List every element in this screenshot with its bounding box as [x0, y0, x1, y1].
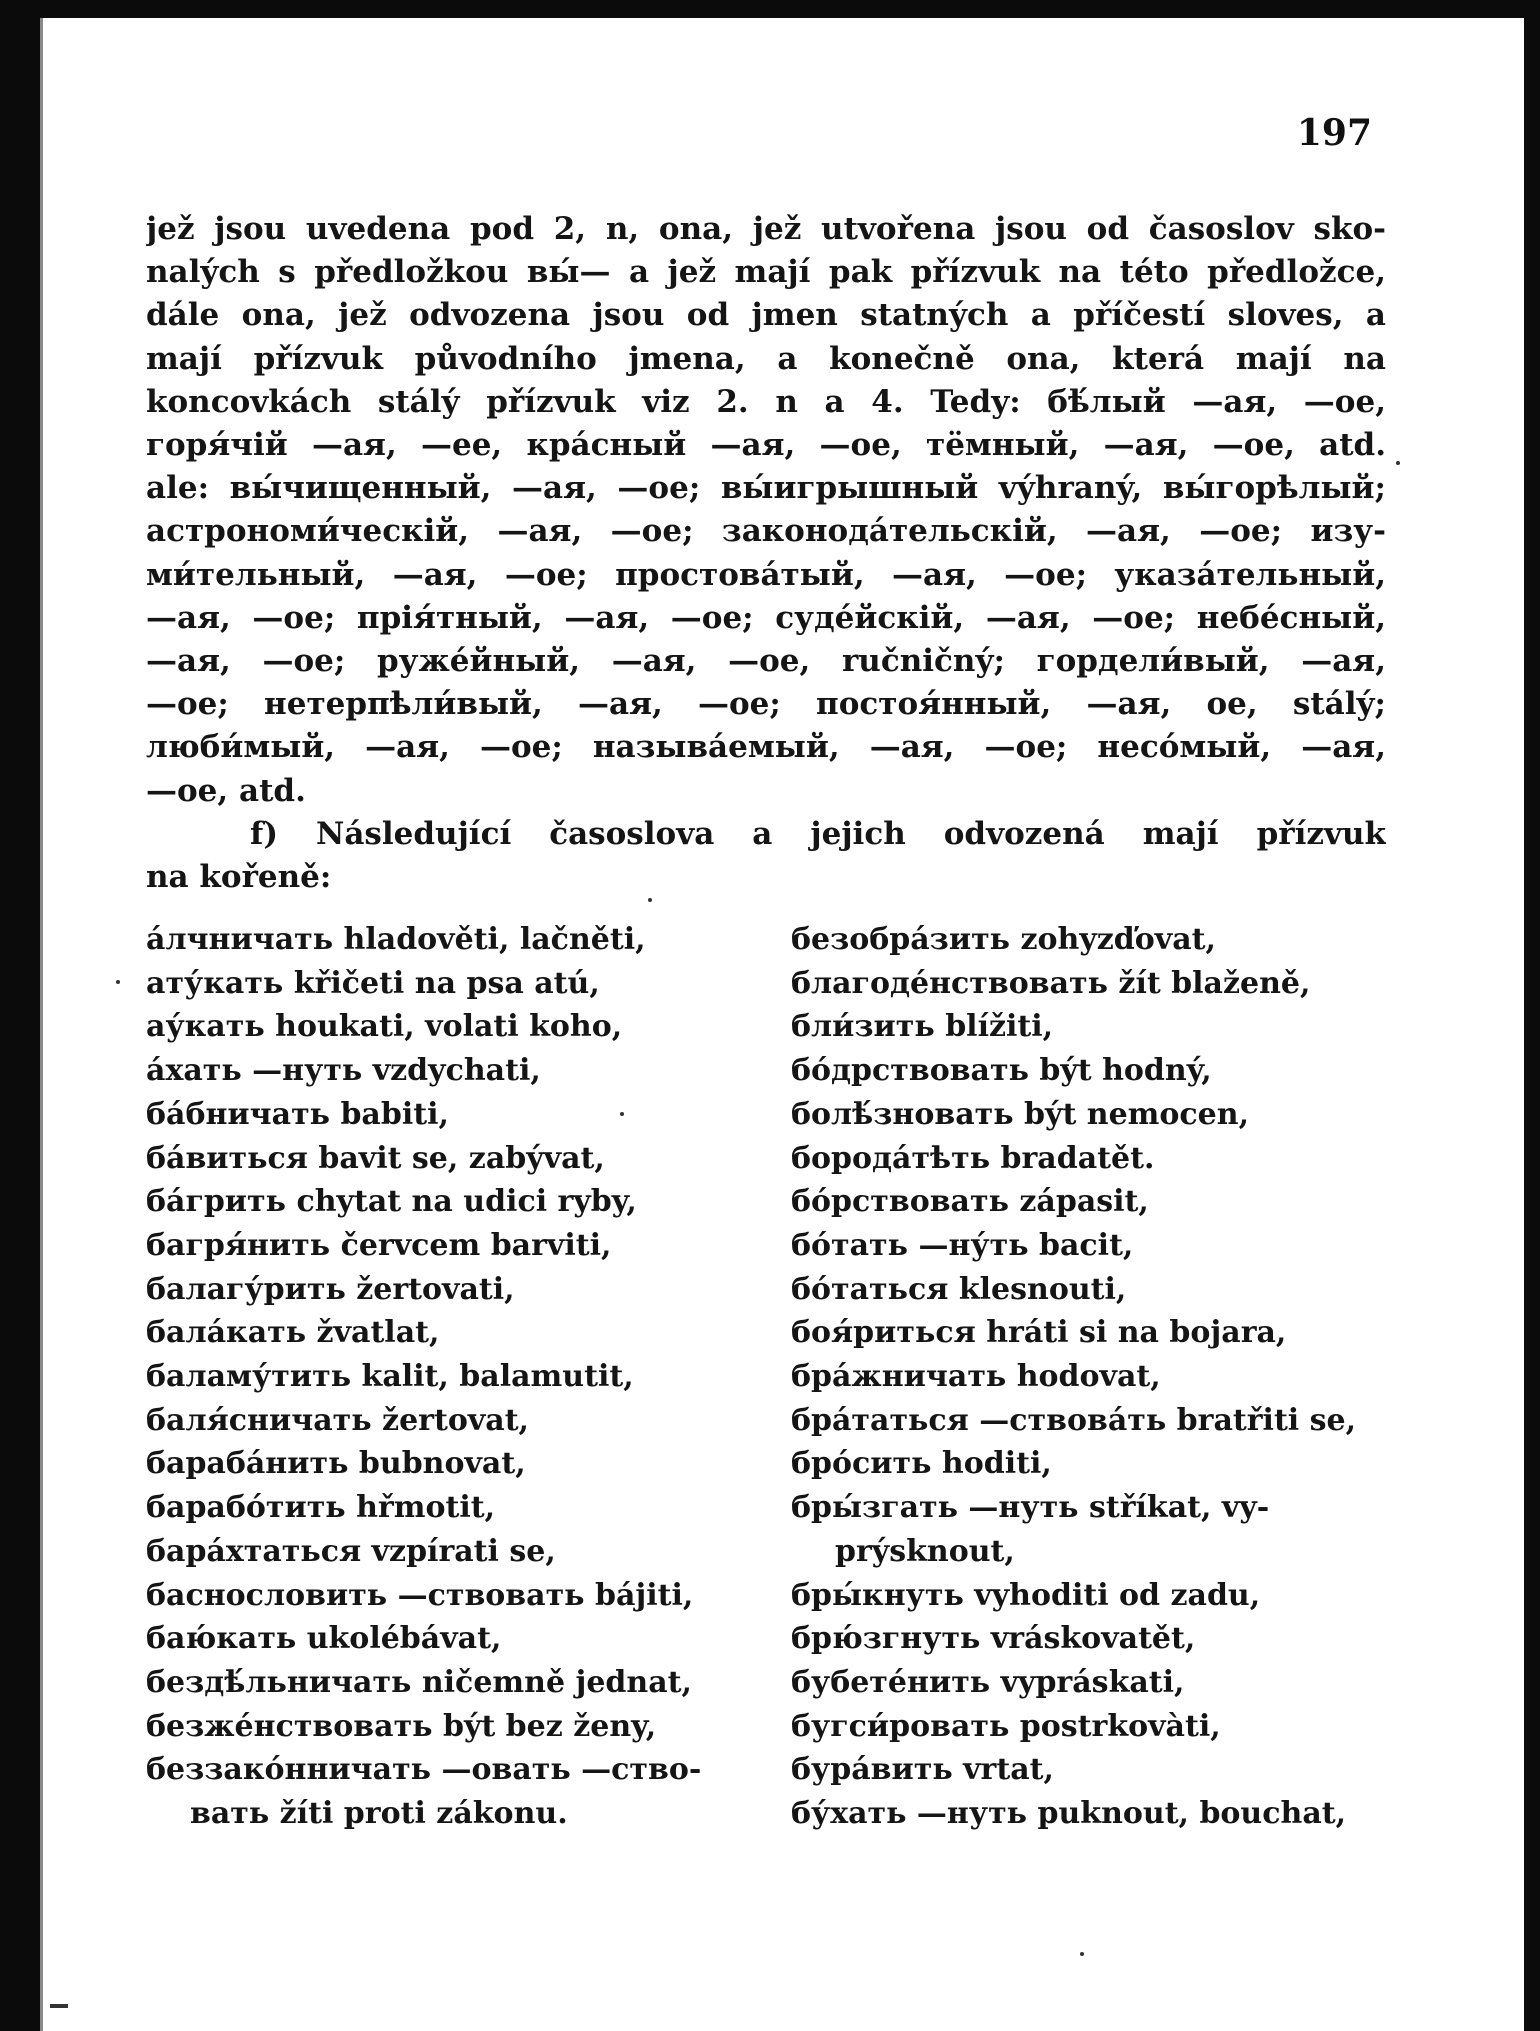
page-number: 197 — [1296, 112, 1372, 154]
verb-entry: бугси́ровать postrkovàti, — [791, 1708, 1221, 1744]
verb-entry: боя́риться hráti si na bojara, — [791, 1315, 1287, 1351]
speck — [116, 980, 120, 984]
paragraph-line: —ое; нетерпѣли́вый, —ая, —ое; постоя́нный, —ая, ое, stálý; — [146, 686, 1386, 723]
scan-border-right — [1524, 0, 1540, 2031]
verb-entry: бара́хтаться vzpírati se, — [146, 1533, 556, 1569]
section-f-heading-cont: na kořeně: — [146, 859, 332, 896]
verb-entry: бры́кнуть vyhoditi od zadu, — [791, 1577, 1261, 1613]
verb-entry: бараба́нить bubnovat, — [146, 1446, 526, 1482]
verb-list-left-column — [146, 918, 756, 1836]
scan-border-top — [0, 0, 1540, 18]
verb-entry: баю́кать ukolébávat, — [146, 1621, 502, 1657]
verb-entry: ату́кать křičeti na psa atú, — [146, 965, 600, 1001]
verb-list-right-column — [791, 918, 1396, 1836]
paragraph-line: dále ona, jež odvozena jsou od jmen statných a příčestí sloves, a — [146, 297, 1386, 334]
verb-entry: бры́згать —нуть stříkat, vy- — [791, 1490, 1270, 1526]
verb-entry: бала́кать žvatlat, — [146, 1315, 440, 1351]
verb-entry: бу́хать —нуть puknout, bouchat, — [791, 1796, 1347, 1832]
paragraph-line: koncovkách stálý přízvuk viz 2. n a 4. Tedy: бѣ́лый —ая, —ое, — [146, 383, 1386, 420]
paragraph-line: —ая, —ое; руже́йный, —ая, —ое, ručničný; гордели́вый, —ая, — [146, 643, 1386, 680]
verb-entry: бо́рствовать zápasit, — [791, 1184, 1149, 1220]
verb-entry: балагу́рить žertovati, — [146, 1271, 515, 1307]
verb-entry: бра́таться —ствова́ть bratřiti se, — [791, 1402, 1357, 1438]
paragraph-line: —ое, atd. — [146, 772, 306, 809]
verb-entry: бура́вить vrtat, — [791, 1752, 1054, 1788]
paragraph-line: nalých s předložkou вы́— a jež mají pak přízvuk na této předložce, — [146, 254, 1386, 291]
verb-entry: баламу́тить kalit, balamutit, — [146, 1359, 634, 1395]
verb-entry: бубете́нить vypráskati, — [791, 1664, 1185, 1700]
main-paragraph — [146, 208, 1386, 899]
scan-border-left — [0, 0, 40, 2031]
verb-entry: ба́бничать babiti, — [146, 1096, 449, 1132]
speck — [648, 898, 652, 902]
verb-entry: баснословить —ствовать bájiti, — [146, 1577, 694, 1613]
speck — [620, 1112, 624, 1116]
verb-entry: ау́кать houkati, volati koho, — [146, 1009, 623, 1045]
verb-entry: бро́сить hoditi, — [791, 1446, 1052, 1482]
speck — [1396, 461, 1400, 465]
verb-entry: ба́виться bavit se, zabývat, — [146, 1140, 605, 1176]
paragraph-line: jež jsou uvedena pod 2, n, ona, jež utvořena jsou od časoslov sko- — [146, 211, 1386, 247]
section-f-heading: f) Následující časoslova a jejich odvozená mají přízvuk — [250, 815, 1386, 852]
verb-entry: бездѣ́льничать ničemně jednat, — [146, 1664, 692, 1700]
verb-entry: безже́нствовать být bez ženy, — [146, 1708, 657, 1744]
verb-entry-continuation: вать žíti proti zákonu. — [190, 1796, 568, 1832]
verb-entry: баля́сничать žertovat, — [146, 1402, 529, 1438]
verb-entry: барабо́тить hřmotit, — [146, 1490, 496, 1526]
paragraph-line: ale: вы́чищенный, —ая, —ое; вы́игрышный výhraný, вы́горѣлый; — [146, 470, 1386, 507]
paragraph-line: ми́тельный, —ая, —ое; простова́тый, —ая, —ое; указа́тельный, — [146, 556, 1386, 593]
verb-entry: бра́жничать hodovat, — [791, 1359, 1161, 1395]
verb-entry: бо́таться klesnouti, — [791, 1271, 1127, 1307]
paragraph-line: mají přízvuk původního jmena, a konečně ona, která mají na — [146, 340, 1386, 377]
verb-entry: болѣ́зновать být nemocen, — [791, 1096, 1250, 1132]
verb-entry: бли́зить blížiti, — [791, 1009, 1054, 1045]
paragraph-line: астрономи́ческій, —ая, —ое; законода́тельскій, —ая, —ое; изу- — [146, 513, 1386, 550]
verb-entry: брю́згнуть vráskovatět, — [791, 1621, 1196, 1657]
verb-entry: бо́тать —ну́ть bacit, — [791, 1227, 1134, 1263]
page-edge-line — [40, 18, 43, 2031]
verb-entry: безобра́зить zohyzďovat, — [791, 922, 1216, 957]
verb-entry: благоде́нствовать žít blaženě, — [791, 965, 1311, 1001]
paragraph-line: горя́чій —ая, —ее, кра́сный —ая, —ое, тёмный, —ая, —ое, atd. — [146, 427, 1386, 464]
paragraph-line: люби́мый, —ая, —ое; называ́емый, —ая, —ое; несо́мый, —ая, — [146, 729, 1386, 766]
scan-corner-mark — [50, 2004, 68, 2008]
verb-entry: ба́грить chytat na udici ryby, — [146, 1184, 637, 1220]
verb-entry: беззако́нничать —овать —ство- — [146, 1752, 702, 1788]
paragraph-line: —ая, —ое; прія́тный, —ая, —ое; суде́йскій, —ая, —ое; небе́сный, — [146, 599, 1386, 636]
speck — [1080, 1952, 1084, 1956]
verb-entry: бо́дрствовать být hodný, — [791, 1053, 1212, 1089]
verb-entry: багря́нить červcem barviti, — [146, 1227, 612, 1263]
verb-entry-continuation: prýsknout, — [835, 1533, 1015, 1569]
verb-entry: а́хать —нуть vzdychati, — [146, 1053, 541, 1089]
verb-entry: а́лчничать hladověti, lačněti, — [146, 922, 646, 957]
verb-entry: борода́тѣть bradatět. — [791, 1140, 1155, 1176]
